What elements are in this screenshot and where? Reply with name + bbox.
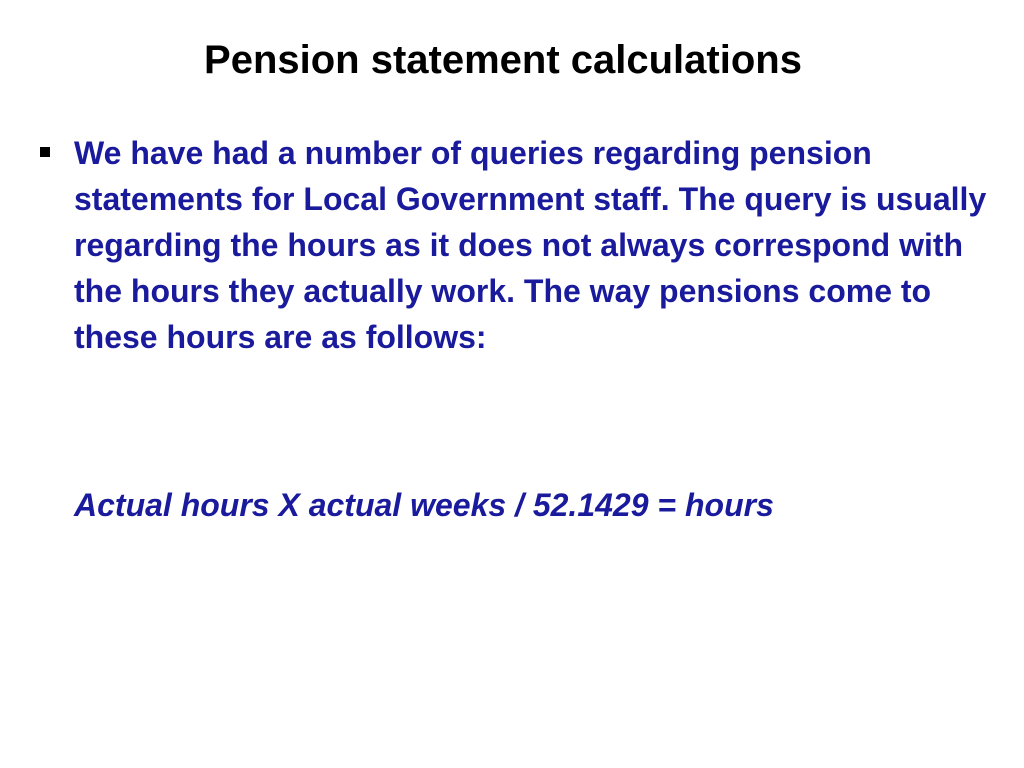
slide-title: Pension statement calculations xyxy=(204,38,802,82)
square-bullet-icon xyxy=(40,147,50,157)
formula-text: Actual hours X actual weeks / 52.1429 = hours xyxy=(74,487,774,523)
bullet-text: We have had a number of queries regarding pension statements for Local Government staff. The query is usually regarding the hours as it does not always correspond with the hours they actually work. The way pensions come to these hours are as follows: xyxy=(74,135,987,355)
